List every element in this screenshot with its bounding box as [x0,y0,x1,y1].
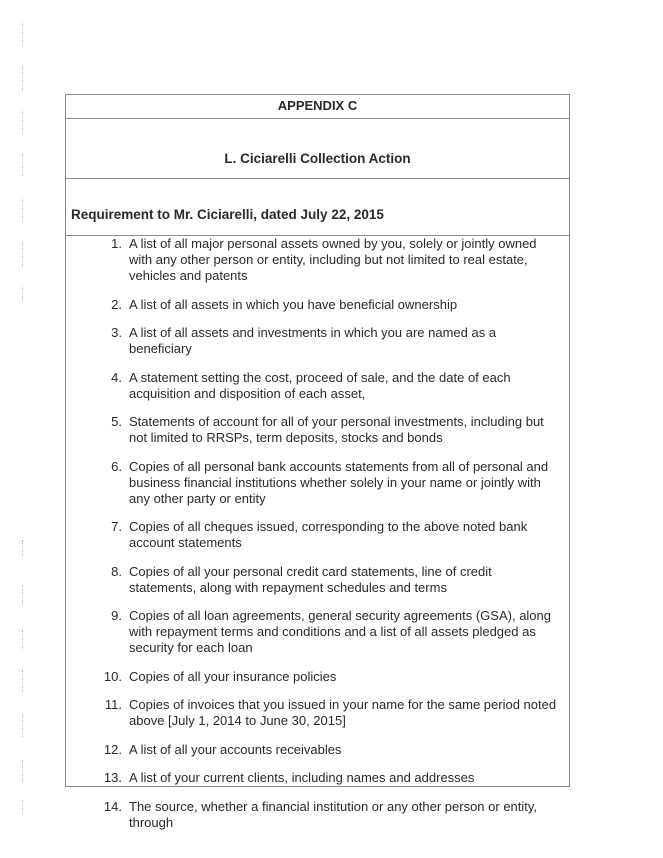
item-number: 9. [111,608,122,623]
item-number: 13. [103,770,122,785]
item-text: Copies of all your insurance policies [129,668,337,684]
margin-mark [22,198,23,223]
list-item [66,564,569,596]
item-text: Copies of all loan agreements, general security agreements (GSA), along with repayment terms and conditions and a list of all assets pledged as security for each loan [129,608,551,655]
margin-mark [22,540,23,556]
item-text: The source, whether a financial institution or any other person or entity, through [129,798,538,830]
list-item [66,742,569,758]
appendix-table [65,94,570,830]
item-number: 8. [111,563,122,579]
list-item [66,519,569,551]
list-item [66,236,569,284]
list-item [66,669,569,685]
document-title: L. Ciciarelli Collection Action [66,119,569,179]
item-number: 4. [111,369,122,385]
requirements-list [66,236,569,831]
item-text: Copies of all cheques issued, corresponding to the above noted bank account statements [129,519,528,550]
margin-mark [22,800,23,815]
item-text: A list of all your accounts receivables [129,741,342,757]
margin-mark [22,242,23,267]
item-number: 11. [104,697,122,712]
margin-mark [22,630,23,650]
item-text: A statement setting the cost, proceed of sale, and the date of each acquisition and disposition of each asset, [129,369,511,401]
item-number: 3. [111,325,122,340]
margin-mark [22,670,23,692]
item-number: 5. [111,414,122,429]
list-item [66,297,569,313]
item-text: A list of all assets in which you have beneficial ownership [129,296,458,312]
margin-mark [22,286,23,301]
item-text: Copies of all personal bank accounts statements from all of personal and business financial institutions whether solely in your name or jointly with any other party or entity [129,458,549,506]
item-number: 7. [111,519,122,534]
item-text: A list of your current clients, including names and addresses [129,770,475,785]
item-number: 2. [111,296,122,312]
item-text: A list of all major personal assets owned by you, solely or jointly owned with any other person or entity, including but not limited to real estate, vehicles and patents [129,236,537,283]
scan-margin-marks [20,20,26,840]
item-number: 10. [103,668,122,684]
item-number: 1. [111,236,122,251]
list-item [66,770,569,786]
list-item [66,697,569,729]
list-item [66,325,569,357]
item-number: 12. [103,741,122,757]
requirement-heading: Requirement to Mr. Ciciarelli, dated July 22, 2015 [66,179,569,236]
margin-mark [22,154,23,176]
margin-mark [22,110,23,135]
margin-mark [22,585,23,605]
item-text: Statements of account for all of your personal investments, including but not limited to RRSPs, term deposits, stocks and bonds [129,414,544,445]
margin-mark [22,715,23,737]
list-item [66,799,569,831]
margin-mark [22,66,23,91]
margin-mark [22,760,23,782]
item-text: Copies of invoices that you issued in your name for the same period noted above [July 1, 2014 to June 30, 2015] [129,697,557,728]
item-number: 14. [103,798,122,814]
appendix-label: APPENDIX C [66,95,569,119]
list-item [66,370,569,402]
item-number: 6. [111,458,122,474]
list-item [66,608,569,656]
item-text: A list of all assets and investments in which you are named as a beneficiary [129,325,497,356]
list-item [66,414,569,446]
list-item [66,459,569,507]
requirements-list-area [66,236,569,830]
margin-mark [22,22,23,47]
item-text: Copies of all your personal credit card statements, line of credit statements, along with repayment schedules and terms [129,563,492,595]
